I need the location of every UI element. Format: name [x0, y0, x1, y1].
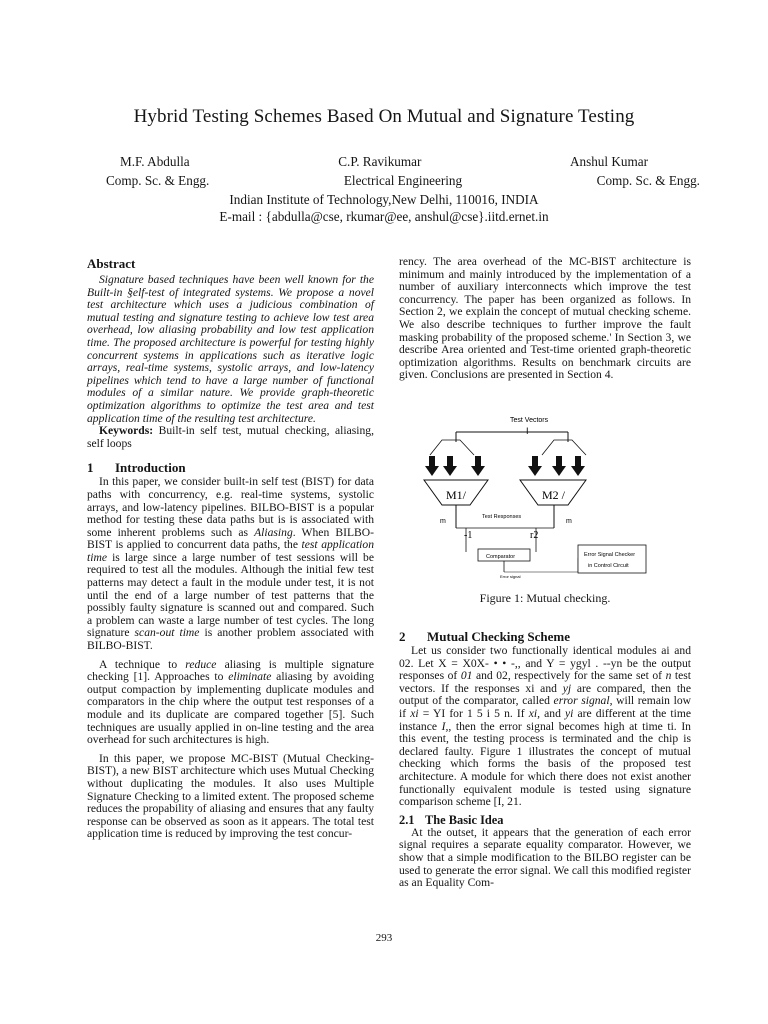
- paper-title: Hybrid Testing Schemes Based On Mutual and Signature Testing: [133, 106, 635, 127]
- author-departments: [106, 173, 700, 189]
- figure-label-m-left: m: [440, 518, 446, 525]
- section-1-heading: 1 Introduction: [87, 460, 186, 476]
- figure-label-m-right: m: [566, 518, 572, 525]
- keywords: Keywords: Built-in self test, mutual checking, aliasing, self loops: [87, 424, 374, 450]
- author-dept: Electrical Engineering: [343, 173, 463, 188]
- author-name: Anshul Kumar: [569, 154, 648, 169]
- figure-label-esc-2: in Control Circuit: [588, 563, 629, 569]
- section-2-1-heading: 2.1 The Basic Idea: [399, 812, 504, 827]
- page-number: 293: [375, 932, 393, 944]
- right-column-bottom: [399, 629, 691, 890]
- abstract-heading: Abstract: [87, 256, 136, 271]
- figure-label-r2: r2: [530, 530, 539, 541]
- input-arrows-right: [528, 456, 585, 476]
- figure-label-test-vectors: Test Vectors: [510, 417, 549, 424]
- figure-caption: Figure 1: Mutual checking.: [479, 591, 611, 605]
- figure-label-esc-1: Error Signal Checker: [584, 552, 636, 558]
- email: E-mail : {abdulla@cse, rkumar@ee, anshul@cse}.iitd.ernet.in: [219, 209, 549, 224]
- section-2-1-text: At the outset, it appears that the generation of each error signal requires a separate equality comparator. However, we show that a simple modification to the BILBO register can be used to generate the error signal. We call this modified register as an Equality Com-: [399, 825, 691, 890]
- intro-paragraph-2: A technique to reduce aliasing is multiple signature checking [1]. Approaches to eliminate aliasing by avoiding output compaction by implementing duplicate modules and comparators in the chip where the output test responses of a module and its duplicate are compared together [5]. Such techniques are usually applied in on-line testing and the area overhead for such architectures is high.: [87, 657, 374, 747]
- figure-label-test-responses: Test Responses: [482, 514, 522, 520]
- institution: Indian Institute of Technology,New Delhi, 110016, INDIA: [229, 192, 539, 207]
- abstract-text: Signature based techniques have been well known for the Built-in §elf-test of integrated systems. We propose a novel test architecture which uses a judicious combination of mutual testing and signature testing to achieve low test area overhead, low aliasing probability and low test application time. The proposed architecture is powerful for testing highly concurrent systems in applications such as iterative logic arrays, real-time systems, systolic arrays, and low-latency pipelines which tend to have a large number of functional modules of a similar nature. We provide graph-theoretic optimization algorithms to optimize the test area and test application time of the resulting test architecture.: [87, 273, 374, 425]
- left-column: [87, 256, 374, 841]
- figure-label-r1: -1: [464, 530, 473, 541]
- author-name: M.F. Abdulla: [120, 154, 190, 169]
- right-column-top: [399, 256, 691, 382]
- mutual-checking-figure: [418, 410, 680, 590]
- input-arrows-left: [425, 456, 485, 476]
- figure-label-i: I: [526, 426, 529, 436]
- author-name: C.P. Ravikumar: [338, 154, 422, 169]
- author-dept: Comp. Sc. & Engg.: [596, 173, 700, 188]
- figure-label-error-signal: Error signal: [500, 574, 521, 579]
- author-names: [120, 154, 648, 170]
- figure-label-m2: M2 /: [542, 488, 566, 502]
- intro-paragraph-3: In this paper, we propose MC-BIST (Mutual Checking-BIST), a new BIST architecture which uses Mutual Checking without duplicating the modules. It also uses Multiple Signature Checking to a limited extent. The proposed scheme reduces the propability of aliasing and ensures that any faulty response can be observed as soon as it appears. The total test application time is reduced by improving the test concur-: [87, 751, 374, 841]
- intro-continued: rency. The area overhead of the MC-BIST architecture is minimum and mainly introduced by the implementation of a number of auxiliary interconnects which improve the test concurrency. The paper has been organized as follows. In Section 2, we explain the concept of mutual checking scheme. We also describe techniques to further improve the fault masking probability of the proposed scheme.' In Section 3, we describe Area oriented and Test-time oriented graph-theoretic optimization algorithms. Results on benchmark circuits are given. Conclusions are presented in Section 4.: [399, 255, 691, 382]
- intro-paragraph-1: In this paper, we consider built-in self test (BIST) for data paths with concurrency, e.g. real-time systems, systolic arrays, and low-latency pipelines. BILBO-BIST is a popular method for testing these data paths but is is associated with some inherent problems such as Aliasing. When BILBO-BIST is applied to concurrent data paths, the test application time is large since a large number of test sessions will be required to test all the modules. Although the initial few test patterns may detect a fault in the module under test, it is not until the end of a large number of test patterns that the possibly faulty signature is scanned out and compared. Such a problem can waste a large number of test cycles. The long signature scan-out time is another problem associated with BILBO-BIST.: [87, 475, 375, 653]
- section-2-text: Let us consider two functionally identical modules ai and 02. Let X = X0X- • • -,, and Y = ygyl . --yn be the output responses of 01 and 02, respectively for the same set of n test vectors. If the responses xi and yj are compared, then the output of the comparator, called error signal, will remain low if xi = YI for 1 5 i 5 n. If xi, and yi are different at the time instance I,, then the error signal becomes high at time ti. In this event, the testing process is terminated and the chip is declared faulty. Figure 1 illustrates the concept of mutual checking which forms the basis of the proposed test architecture. A module for which there does not exist another functionally equivalent module is tested using signature comparison scheme [I, 21.: [399, 644, 692, 809]
- figure-label-m1: M1/: [446, 488, 467, 502]
- author-dept: Comp. Sc. & Engg.: [106, 173, 210, 188]
- section-2-heading: 2 Mutual Checking Scheme: [399, 629, 570, 644]
- figure-label-comparator: Comparator: [486, 554, 516, 560]
